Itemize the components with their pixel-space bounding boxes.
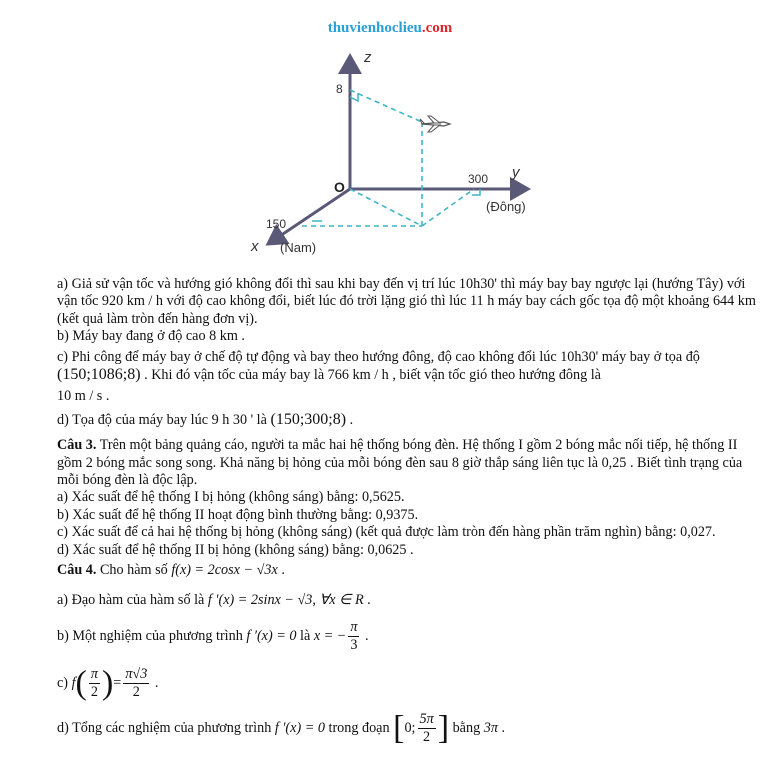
q4-d-result: 3π (483, 719, 498, 736)
q2-item-c-cont: 10 m / s . (57, 388, 110, 405)
y-tick-label: 300 (468, 172, 489, 186)
q4-d-math: f ′(x) = 0 (274, 719, 325, 736)
origin-label: O (334, 179, 345, 195)
y-axis-label: y (512, 164, 520, 181)
q4-item-b: b) Một nghiệm của phương trình f ′(x) = 0 là x = − $\frac{\pi}{3}$ . (57, 618, 369, 653)
q4-label: Câu 4. (57, 562, 97, 579)
q4-function: f(x) = 2cosx − √3x (171, 562, 278, 579)
q2-item-b: b) Máy bay đang ở độ cao 8 km . (57, 328, 245, 345)
q4-a-math: f ′(x) = 2sinx − √3, ∀x ∈ R (207, 591, 364, 608)
q3-item-a: a) Xác suất để hệ thống I bị hỏng (không sáng) bằng: 0,5625. (57, 489, 405, 506)
q4-stem: Câu 4. Cho hàm số f(x) = 2cosx − √3x . (57, 562, 285, 579)
q3-label: Câu 3. (57, 437, 97, 454)
coordinate-diagram (240, 44, 580, 264)
q4-b-fraction: $\frac{\pi}{3}$ (350, 618, 358, 653)
x-tick-label: 150 (266, 217, 287, 231)
q4-c-fraction2: $\frac{\pi√3}{2}$ (125, 665, 148, 700)
q3-item-b: b) Xác suất để hệ thống II hoạt động bình thường bằng: 0,9375. (57, 506, 419, 523)
q2-item-a: a) Giả sử vận tốc và hướng gió không đổi thì sau khi bay đến vị trí lúc 10h30' thì máy bay bay ngược lại (hướng Tây) với vận tốc 920 km / h với độ cao không đổi, biết lúc đó trời lặng gió thì lúc 11 h máy bay cách gốc tọa độ một khoảng 644 km (kết quả làm tròn đến hàng đơn vị). (57, 276, 756, 327)
x-axis-label: x (251, 238, 259, 255)
watermark-part1: thuvienhoclieu (327, 20, 422, 36)
q4-item-c: c) f( $\frac{\pi}{2}$ )= $\frac{\pi√3}{2}$ . (57, 664, 159, 702)
q4-b-math1: f ′(x) = 0 (246, 627, 297, 644)
q4-item-a: a) Đạo hàm của hàm số là f ′(x) = 2sinx − √3, ∀x ∈ R . (57, 591, 371, 608)
z-tick-label: 8 (336, 82, 343, 96)
watermark-part2: .com (421, 20, 453, 36)
q3-stem: Câu 3. Trên một bảng quảng cáo, người ta mắc hai hệ thống bóng đèn. Hệ thống I gồm 2 bóng mắc nối tiếp, hệ thống II gồm 2 bóng mắc song song. Khả năng bị hỏng của mỗi bóng đèn sau 8 giờ thắp sáng liên tục là 0,25 . Biết tình trạng của mỗi bóng đèn là độc lập. (57, 437, 743, 489)
east-label: (Đông) (486, 199, 526, 214)
document-body (57, 276, 762, 746)
q4-item-d: d) Tổng các nghiệm của phương trình f ′(x) = 0 trong đoạn [0; $\frac{5\pi}{2}$ ] bằng 3π . (57, 709, 506, 747)
q2-d-coord: (150;300;8) (270, 410, 347, 428)
south-label: (Nam) (280, 240, 317, 255)
q2-c-coord: (150;1086;8) (57, 366, 141, 384)
q4-c-fraction1: $\frac{\pi}{2}$ (90, 665, 98, 700)
q3-item-d: d) Xác suất để hệ thống II bị hỏng (không sáng) bằng: 0,0625 . (57, 541, 414, 558)
airplane-icon (420, 116, 450, 132)
q4-d-fraction: $\frac{5\pi}{2}$ (419, 710, 434, 745)
z-axis-label: z (364, 49, 372, 66)
q3-item-c: c) Xác suất để cả hai hệ thống bị hỏng (không sáng) (kết quả được làm tròn đến hàng phần trăm nghìn) bằng: 0,027. (57, 524, 716, 541)
watermark (0, 20, 780, 37)
q2-item-c: c) Phi công để máy bay ở chế độ tự động và bay theo hướng đông, độ cao không đổi lúc 10h30' máy bay ở tọa độ (150;1086;8) . Khi đó vận tốc của máy bay là 766 km / h , biết vận tốc gió theo hướng đông là (57, 348, 700, 384)
q2-item-d: d) Tọa độ của máy bay lúc 9 h 30 ' là (150;300;8) . (57, 410, 354, 428)
